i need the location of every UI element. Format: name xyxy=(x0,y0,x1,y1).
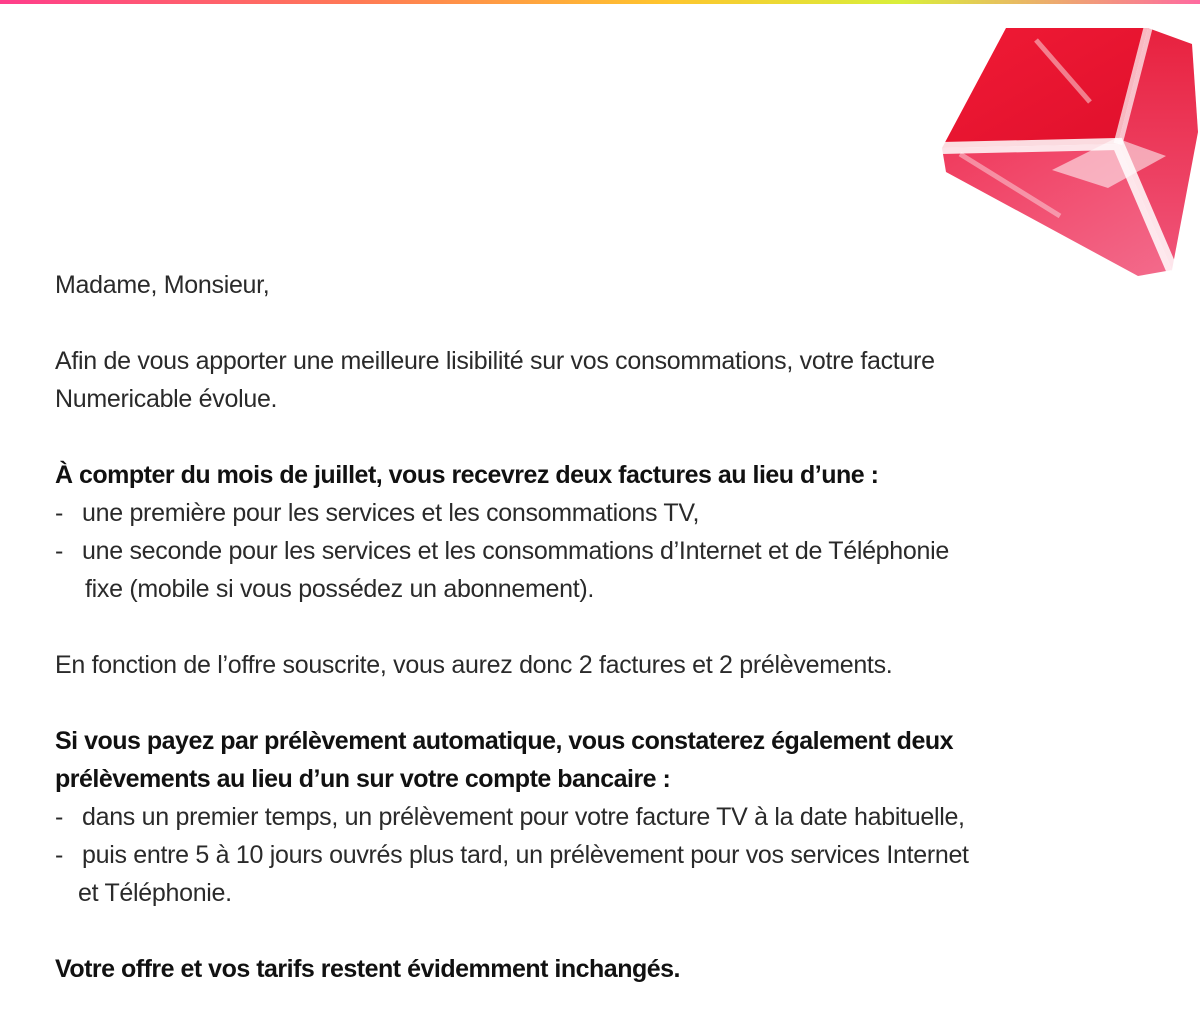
list-item-text: une seconde pour les services et les consommations d’Internet et de Téléphonie xyxy=(82,537,949,565)
list-item-text: dans un premier temps, un prélèvement pour votre facture TV à la date habituelle, xyxy=(82,803,965,831)
paragraph-gap xyxy=(55,304,1175,342)
intro-line: Afin de vous apporter une meilleure lisibilité sur vos consommations, votre facture xyxy=(55,347,935,375)
debit-list-item xyxy=(55,836,1175,874)
list-item-continuation: et Téléphonie. xyxy=(78,879,232,907)
invoices-list-item xyxy=(55,494,1175,532)
paragraph-gap xyxy=(55,912,1175,950)
closing-statement: Votre offre et vos tarifs restent évidemment inchangés. xyxy=(55,955,681,983)
invoices-heading: À compter du mois de juillet, vous recevrez deux factures au lieu d’une : xyxy=(55,461,879,489)
debit-heading: Si vous payez par prélèvement automatique, vous constaterez également deux xyxy=(55,727,954,755)
list-dash: - xyxy=(55,803,64,831)
paragraph-gap xyxy=(55,608,1175,646)
paragraph-gap xyxy=(55,418,1175,456)
red-cube-logo-icon xyxy=(940,26,1200,278)
list-dash: - xyxy=(55,499,64,527)
list-item-text: puis entre 5 à 10 jours ouvrés plus tard, un prélèvement pour vos services Internet xyxy=(82,841,969,869)
intro-line: Numericable évolue. xyxy=(55,385,278,413)
offer-line: En fonction de l’offre souscrite, vous aurez donc 2 factures et 2 prélèvements. xyxy=(55,651,893,679)
list-item-continuation: fixe (mobile si vous possédez un abonnement). xyxy=(85,575,595,603)
invoices-list-item xyxy=(55,532,1175,570)
paragraph-gap xyxy=(55,684,1175,722)
letter-body xyxy=(55,266,1175,988)
list-item-text: une première pour les services et les consommations TV, xyxy=(82,499,700,527)
debit-list-item xyxy=(55,798,1175,836)
list-dash: - xyxy=(55,537,64,565)
debit-heading: prélèvements au lieu d’un sur votre compte bancaire : xyxy=(55,765,671,793)
top-gradient-bar xyxy=(0,0,1200,4)
list-dash: - xyxy=(55,841,64,869)
salutation: Madame, Monsieur, xyxy=(55,271,270,299)
